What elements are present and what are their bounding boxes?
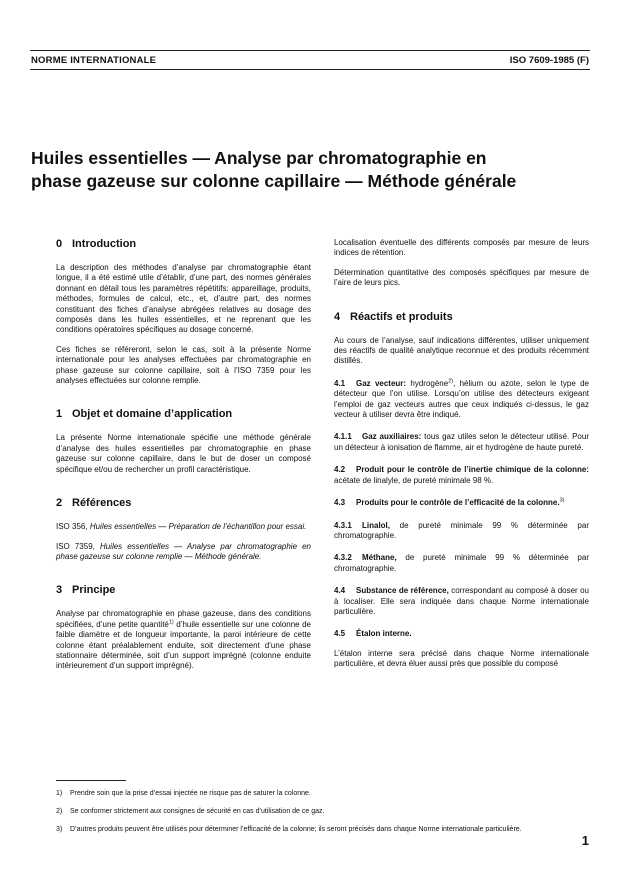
footnote-rule [56,780,126,781]
title-line-2: phase gazeuse sur colonne capillaire — Méthode générale [31,171,517,191]
item-4-5-text: L’étalon interne sera précisé dans chaque Norme internationale particulière, et devra éluer aussi près que possible du composé [334,648,589,669]
item-4-3-1: 4.3.1 Linalol, de pureté minimale 99 % déterminée par chromatographie. [334,520,589,540]
document-title [31,147,596,193]
footnote-2: 2) Se conformer strictement aux consignes de sécurité en cas d’utilisation de ce gaz. [56,808,325,815]
scope-paragraph: La présente Norme internationale spécifie une méthode générale d’analyse des huiles essentielles par chromatographie en phase gazeuse sur colonne capillaire, dans le but de doser un composé spécifique et/ou de rechercher un profil caractéristique. [56,433,311,474]
section-2-heading: 2 Références [56,497,132,510]
item-4-4: 4.4 Substance de référence, correspondant au composé à doser ou à localiser. Elle sera indiquée dans chaque Norme internationale particulière. [334,586,589,616]
item-4-3: 4.3 Produits pour le contrôle de l’efficacité de la colonne.$^{3)}$ [334,497,565,508]
intro-paragraph-2: Ces fiches se référeront, selon le cas, soit à la présente Norme internationale pour les analyses effectuées par chromatographie en phase gazeuse sur colonne capillaire, soit à l’ISO 7359 pour les analyses effectuées sur colonne remplie. [56,344,311,386]
footnotes [56,789,596,843]
title-line-1: Huiles essentielles — Analyse par chromatographie en [31,148,487,168]
header-top-rule [30,50,590,51]
page-number: 1 [581,833,589,848]
intro-paragraph-1: La description des méthodes d’analyse par chromatographie étant longue, il a été estimé utile d’établir, d’une part, des normes générales donnant en détail tous les paramètres répétitifs: appareillage, produits, méthodes, formules de calcul, etc., et, d’autre part, des normes constituant des fiches d’analyse abrégées relatives au dosage des composés dans les huiles essentielles, et ne reprenant que les conditions opératoires spécifiques au dosage concerné. [56,263,311,335]
reference-iso-7359: ISO 7359, Huiles essentielles — Analyse par chromatographie en phase gazeuse sur colonne remplie — Méthode générale. [56,541,311,561]
principle-paragraph: Analyse par chromatographie en phase gazeuse, dans des conditions spécifiées, d’une petite quantité$^{1)}$ d’huile essentielle sur une colonne de faible diamètre et de longueur importante, la paroi intérieure de cette colonne étant préalablement enduite, soit directement d’une phase stationnaire déterminée, soit d’un support imprégné (colonne enduite intérieurement d’un support imprégné). [56,609,311,671]
footnote-ref-1: 1) [168,619,174,626]
item-4-1: 4.1 Gaz vecteur: hydrogène$^{2)}$, hélium ou azote, selon le type de détecteur que l’on utilise. Lorsqu’on utilise des détecteurs exigeant l’emploi de gaz vecteurs autres que ceux indiqués ci-dessus, le gaz vecteur à utiliser devra être indiqué. [334,378,589,420]
left-column [56,238,311,681]
section-3-heading: 3 Principe [56,584,116,597]
footnote-1: 1) Prendre soin que la prise d’essai injectée ne risque pas de saturer la colonne. [56,790,311,797]
reference-iso-356: ISO 356, Huiles essentielles — Préparation de l’échantillon pour essai. [56,522,307,532]
item-4-5-heading: 4.5 Étalon interne. [334,629,412,639]
localisation-paragraph: Localisation éventuelle des différents composés par mesure de leurs indices de rétention. [334,238,589,258]
item-4-2: 4.2 Produit pour le contrôle de l’inertie chimique de la colonne: acétate de linalyle, de pureté minimale 98 %. [334,465,589,485]
header-standard-type: NORME INTERNATIONALE [31,55,157,66]
footnote-3: 3) D’autres produits peuvent être utilisés pour déterminer l’efficacité de la colonne; ils seront précisés dans chaque Norme internationale particulière. [56,826,522,833]
header-standard-number: ISO 7609-1985 (F) [509,55,589,66]
section-0-heading: 0 Introduction [56,238,137,250]
item-4-3-2: 4.3.2 Méthane, de pureté minimale 99 % déterminée par chromatographie. [334,553,589,573]
item-4-1-1: 4.1.1 Gaz auxiliaires: tous gaz utiles selon le détecteur utilisé. Pour un détecteur à ionisation de flamme, air et hydrogène de haute pureté. [334,432,589,452]
section-1-heading: 1 Objet et domaine d’application [56,408,233,421]
footnote-ref-2: 2) [448,378,454,385]
footnote-ref-3: 3) [559,497,565,504]
right-column [334,238,589,679]
section-4-heading: 4 Réactifs et produits [334,310,453,323]
determination-paragraph: Détermination quantitative des composés spécifiques par mesure de l’aire de leurs pics. [334,267,589,288]
reagents-intro: Au cours de l’analyse, sauf indications différentes, utiliser uniquement des réactifs de qualité analytique reconnue et des produits récemment distillés. [334,335,589,366]
header-bottom-rule [30,69,590,70]
